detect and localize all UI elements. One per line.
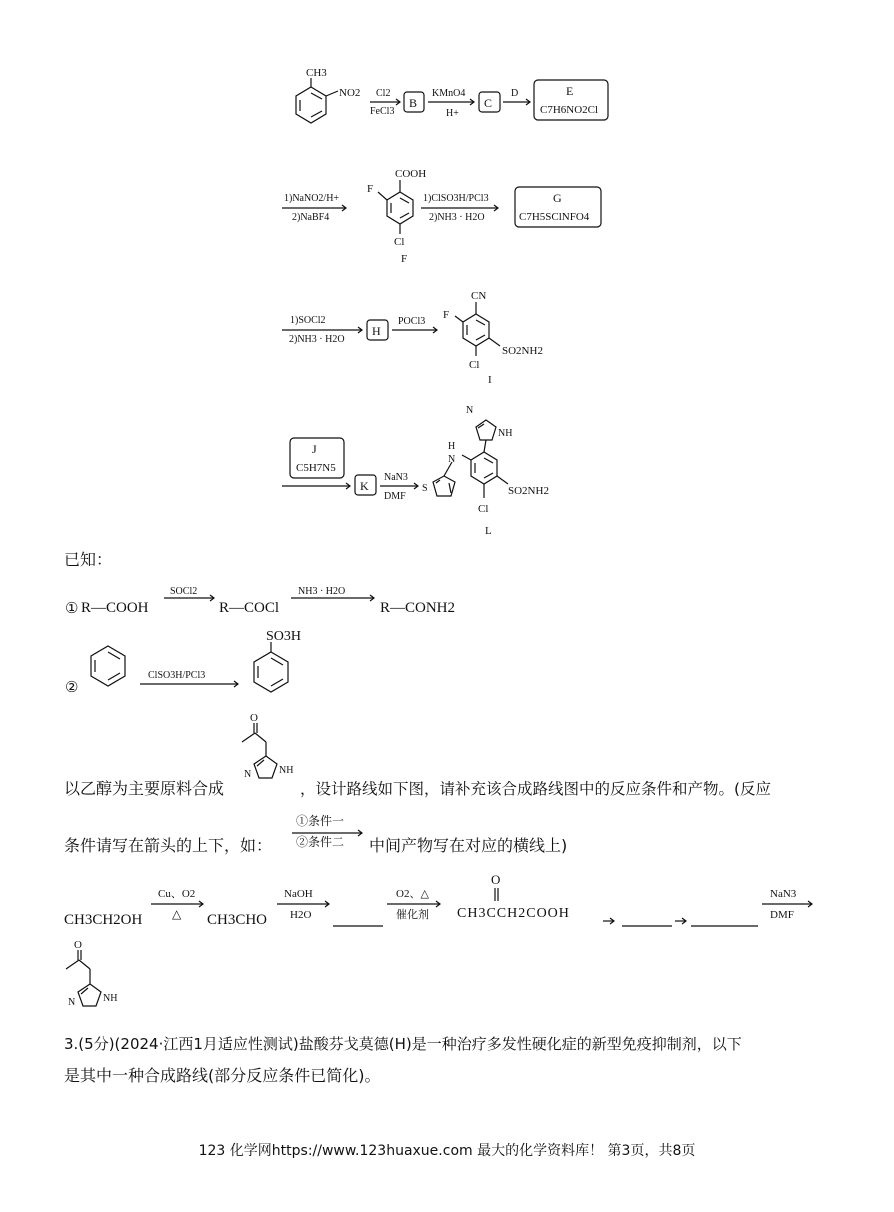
label-c: C xyxy=(484,96,493,110)
cl-label-i: Cl xyxy=(469,359,480,371)
route2-c4-below: DMF xyxy=(770,909,794,921)
so2nh2-label-l: SO2NH2 xyxy=(508,485,549,497)
route2-p3-formula: CH3CCH2COOH xyxy=(457,906,570,921)
label-b: B xyxy=(409,96,418,110)
benzenesulfonic-ring xyxy=(254,642,288,692)
no2-label: NO2 xyxy=(339,87,361,99)
cond-socl2: 1)SOCl2 xyxy=(290,315,326,326)
thiophene-s: S xyxy=(422,483,428,494)
q3-line1: 3.(5分)(2024·江西1月适应性测试)盐酸芬戈莫德(H)是一种治疗多发性硬化症的新型免疫抑制剂，以下 xyxy=(64,1035,742,1053)
cond-kmno4: KMnO4 xyxy=(432,88,466,99)
route2-p1: CH3CHO xyxy=(207,912,268,928)
compound-i-name: I xyxy=(488,374,492,386)
question-line2-post: 中间产物写在对应的横线上) xyxy=(369,836,568,855)
compound-l-name: L xyxy=(485,525,492,537)
so3h-label: SO3H xyxy=(266,629,302,644)
mol-l-structure xyxy=(433,420,508,498)
target-n: N xyxy=(244,769,252,780)
f-sub-label: F xyxy=(367,183,374,195)
known-2-num: ② xyxy=(65,680,79,696)
route2-p3-o: O xyxy=(491,872,501,887)
cond-fecl3: FeCl3 xyxy=(370,106,395,117)
cond-cl2: Cl2 xyxy=(376,88,391,99)
known-1-num: ① xyxy=(65,601,79,617)
f-label-i: F xyxy=(443,309,450,321)
route2-c3-above: O2、△ xyxy=(396,888,429,900)
cond-dmf: DMF xyxy=(384,491,406,502)
cooh-label: COOH xyxy=(395,168,427,180)
known-1-reagent2: NH3 · H2O xyxy=(298,586,346,597)
formula-e: C7H6NO2Cl xyxy=(540,104,599,116)
toluene-nitro-ring xyxy=(296,78,338,123)
ch3-label: CH3 xyxy=(306,67,327,79)
known-1-mid: R—COCl xyxy=(219,600,280,616)
question-intro: 以乙醇为主要原料合成 xyxy=(64,779,225,798)
cond-nan3: NaN3 xyxy=(384,472,408,483)
known-1-product: R—CONH2 xyxy=(380,600,456,616)
label-e: E xyxy=(566,84,574,98)
question-line2-pre: 条件请写在箭头的上下，如： xyxy=(64,836,273,855)
mol-f-ring xyxy=(378,180,413,234)
route2-c1-above: Cu、O2 xyxy=(158,888,196,900)
route2-c1-below: △ xyxy=(172,907,182,921)
target-bottom-n: N xyxy=(68,997,76,1008)
formula-j: C5H7N5 xyxy=(296,462,336,474)
amine-h: H xyxy=(448,441,456,452)
example-cond1: ①条件一 xyxy=(296,814,345,828)
compound-f-name: F xyxy=(401,253,408,265)
tetrazole-n-top: N xyxy=(466,405,474,416)
route2-c4-above: NaN3 xyxy=(770,888,797,900)
cond-nabf4: 2)NaBF4 xyxy=(292,212,330,223)
tetrazole-nh: NH xyxy=(498,428,513,439)
cond-d: D xyxy=(511,88,519,99)
mol-i-ring xyxy=(455,302,500,356)
cl-sub-label: Cl xyxy=(394,236,405,248)
cond-pocl3: POCl3 xyxy=(398,316,426,327)
label-k: K xyxy=(360,479,369,493)
example-cond2: ②条件二 xyxy=(296,835,345,849)
formula-g: C7H5SClNFO4 xyxy=(519,211,590,223)
label-h: H xyxy=(372,324,381,338)
route2-c2-above: NaOH xyxy=(284,888,313,900)
amine-n: N xyxy=(448,454,456,465)
target-o: O xyxy=(250,712,258,724)
target-bottom-nh: NH xyxy=(103,993,118,1004)
q3-line2: 是其中一种合成路线(部分反应条件已简化)。 xyxy=(64,1066,381,1085)
cond-nh3-2: 2)NH3 · H2O xyxy=(289,334,345,345)
known-1-reagent1: SOCl2 xyxy=(170,586,198,597)
known-label: 已知： xyxy=(64,550,113,569)
route2-c2-below: H2O xyxy=(290,909,312,921)
benzene-ring-known-2 xyxy=(91,646,125,686)
target-nh: NH xyxy=(279,765,294,776)
cond-clso3h: 1)ClSO3H/PCl3 xyxy=(423,193,489,204)
route2-c3-below: 催化剂 xyxy=(396,909,429,921)
cn-label: CN xyxy=(471,290,487,302)
question-rest: ，设计路线如下图，请补充该合成路线图中的反应条件和产物。(反应 xyxy=(300,780,772,798)
known-2-reagent: ClSO3H/PCl3 xyxy=(148,670,206,681)
label-j: J xyxy=(312,442,317,456)
known-1-reactant: R—COOH xyxy=(81,600,149,616)
target-bottom-o: O xyxy=(74,939,82,951)
so2nh2-label-i: SO2NH2 xyxy=(502,345,543,357)
cl-label-l: Cl xyxy=(478,503,489,515)
cond-nh3: 2)NH3 · H2O xyxy=(429,212,485,223)
label-g: G xyxy=(553,191,562,205)
route2-start: CH3CH2OH xyxy=(64,912,143,928)
page-footer: 123 化学网https://www.123huaxue.com 最大的化学资料库！ 第3页，共8页 xyxy=(198,1143,696,1159)
cond-h: H+ xyxy=(446,108,459,119)
cond-nano2: 1)NaNO2/H+ xyxy=(284,193,340,204)
